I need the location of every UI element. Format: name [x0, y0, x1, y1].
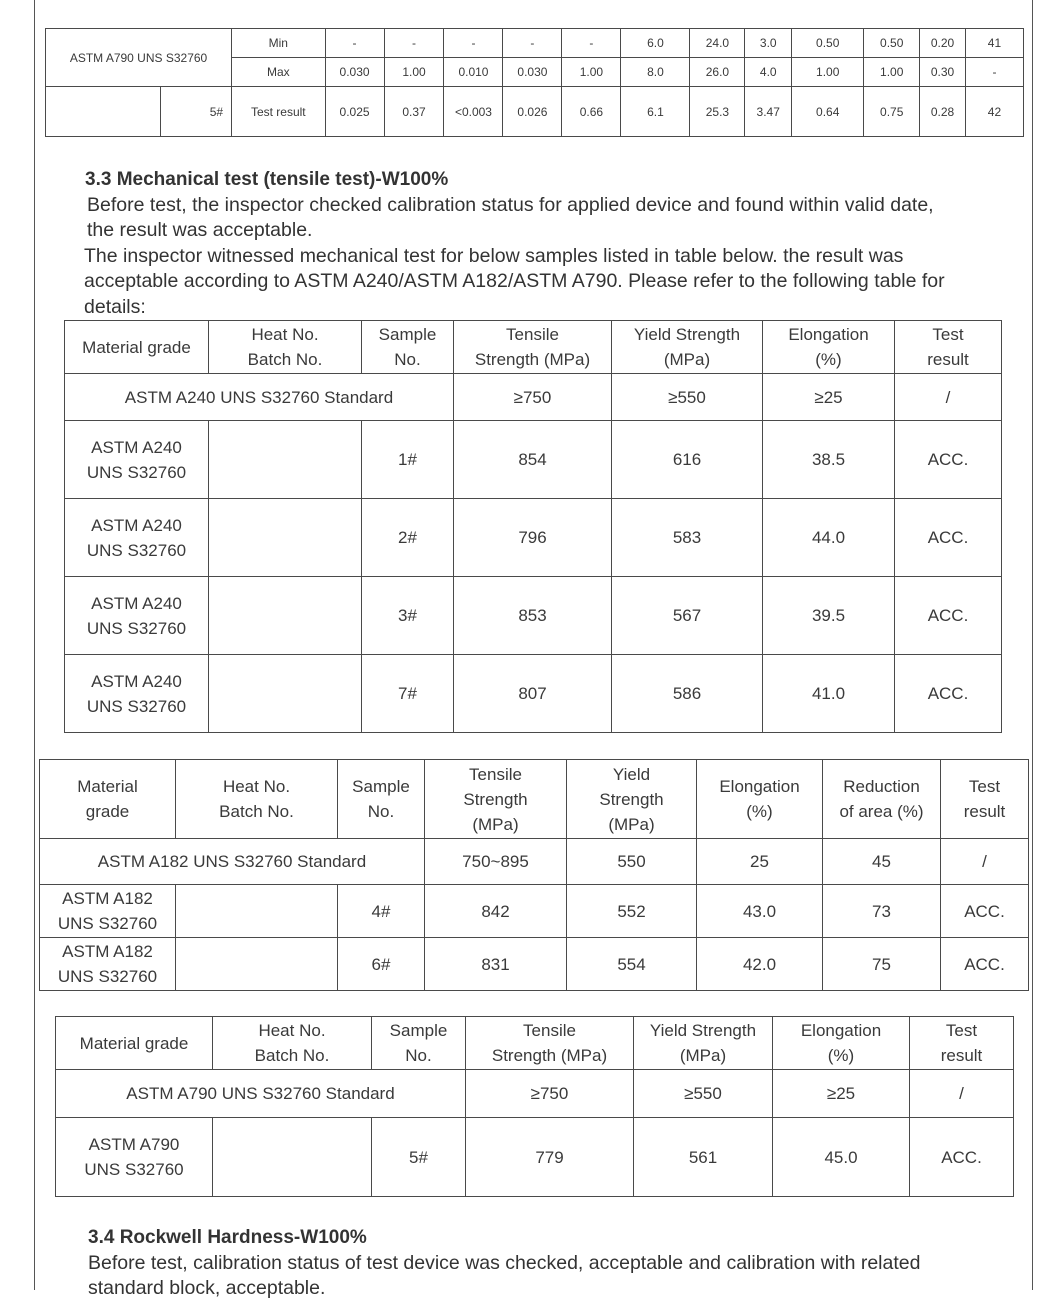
chem-cell: <0.003	[444, 87, 503, 137]
table-row	[65, 655, 1002, 733]
chem-cell: -	[562, 29, 621, 58]
material-grade-cell: ASTM A182 UNS S32760	[40, 885, 176, 938]
heat-no-cell	[209, 499, 362, 577]
result-cell: ACC.	[941, 885, 1029, 938]
standard-yield: ≥550	[612, 374, 763, 421]
elongation-cell: 45.0	[773, 1118, 910, 1197]
table-row	[40, 938, 1029, 991]
chem-sample-no: 5#	[160, 87, 231, 137]
header-tensile: Tensile Strength (MPa)	[466, 1017, 634, 1070]
chem-cell: 26.0	[690, 58, 745, 87]
header-yield: Yield Strength (MPa)	[567, 760, 697, 839]
chem-cell: 0.50	[864, 29, 920, 58]
standard-row	[40, 839, 1029, 885]
heat-no-cell	[209, 421, 362, 499]
reduction-cell: 73	[823, 885, 941, 938]
tensile-table-a240	[64, 320, 1002, 733]
heat-no-cell	[209, 655, 362, 733]
header-elongation: Elongation (%)	[763, 321, 895, 374]
header-sample-no: Sample No.	[372, 1017, 466, 1070]
chemical-composition-table	[45, 28, 1024, 137]
standard-row	[65, 374, 1002, 421]
header-yield: Yield Strength (MPa)	[634, 1017, 773, 1070]
header-test-result: Test result	[910, 1017, 1014, 1070]
heat-no-cell	[176, 885, 338, 938]
standard-result: /	[910, 1070, 1014, 1118]
chem-row-min	[46, 29, 1024, 58]
sample-no-cell: 7#	[362, 655, 454, 733]
tensile-cell: 853	[454, 577, 612, 655]
chem-cell: 1.00	[792, 58, 864, 87]
section-3-3-para1-line1: Before test, the inspector checked calibration status for applied device and found within valid date,	[87, 194, 934, 216]
chem-cell: 1.00	[562, 58, 621, 87]
table-row	[65, 421, 1002, 499]
elongation-cell: 41.0	[763, 655, 895, 733]
chem-cell: 0.026	[503, 87, 562, 137]
chem-cell: -	[965, 58, 1023, 87]
tensile-table-a182	[39, 759, 1029, 991]
yield-cell: 561	[634, 1118, 773, 1197]
heat-no-cell	[176, 938, 338, 991]
elongation-cell: 38.5	[763, 421, 895, 499]
table-row	[65, 499, 1002, 577]
section-3-3-para2-line1: The inspector witnessed mechanical test for below samples listed in table below. the result was	[84, 245, 904, 267]
chem-cell: -	[384, 29, 444, 58]
heat-no-cell	[213, 1118, 372, 1197]
sample-no-cell: 5#	[372, 1118, 466, 1197]
standard-tensile: 750~895	[425, 839, 567, 885]
standard-elongation: ≥25	[763, 374, 895, 421]
elongation-cell: 42.0	[697, 938, 823, 991]
chem-cell: 1.00	[384, 58, 444, 87]
standard-result: /	[895, 374, 1002, 421]
chem-cell: 0.010	[444, 58, 503, 87]
reduction-cell: 75	[823, 938, 941, 991]
header-material-grade: Material grade	[56, 1017, 213, 1070]
chem-cell: 0.030	[325, 58, 384, 87]
chem-cell: 3.47	[745, 87, 792, 137]
section-3-4-title: 3.4 Rockwell Hardness-W100%	[88, 1227, 367, 1248]
chem-cell: 0.30	[920, 58, 966, 87]
chem-row-label: Test result	[232, 87, 326, 137]
header-test-result: Test result	[895, 321, 1002, 374]
standard-tensile: ≥750	[454, 374, 612, 421]
chem-row-label: Max	[232, 58, 326, 87]
chem-cell: 42	[965, 87, 1023, 137]
chem-cell: 0.20	[920, 29, 966, 58]
standard-label: ASTM A182 UNS S32760 Standard	[40, 839, 425, 885]
tensile-cell: 842	[425, 885, 567, 938]
result-cell: ACC.	[941, 938, 1029, 991]
yield-cell: 616	[612, 421, 763, 499]
page-frame-left	[34, 0, 35, 1290]
sample-no-cell: 4#	[338, 885, 425, 938]
sample-no-cell: 1#	[362, 421, 454, 499]
header-yield: Yield Strength (MPa)	[612, 321, 763, 374]
standard-yield: ≥550	[634, 1070, 773, 1118]
header-heat-no: Heat No. Batch No.	[213, 1017, 372, 1070]
chem-cell: -	[325, 29, 384, 58]
material-grade-cell: ASTM A240 UNS S32760	[65, 655, 209, 733]
table-row	[40, 885, 1029, 938]
elongation-cell: 39.5	[763, 577, 895, 655]
chem-cell: 0.37	[384, 87, 444, 137]
tensile-cell: 779	[466, 1118, 634, 1197]
header-material-grade: Material grade	[65, 321, 209, 374]
tensile-cell: 807	[454, 655, 612, 733]
result-cell: ACC.	[895, 577, 1002, 655]
page-frame-right	[1032, 0, 1033, 1290]
standard-elongation: 25	[697, 839, 823, 885]
chem-cell: 3.0	[745, 29, 792, 58]
chem-cell: 0.66	[562, 87, 621, 137]
section-3-3-title: 3.3 Mechanical test (tensile test)-W100%	[85, 169, 449, 190]
chem-grade-cell	[46, 29, 232, 87]
tensile-cell: 831	[425, 938, 567, 991]
chem-cell: 41	[965, 29, 1023, 58]
standard-elongation: ≥25	[773, 1070, 910, 1118]
chem-grade: ASTM A790 UNS S32760	[69, 50, 208, 65]
chem-row-test-result	[46, 87, 1024, 137]
header-sample-no: Sample No.	[362, 321, 454, 374]
header-test-result: Test result	[941, 760, 1029, 839]
sample-no-cell: 2#	[362, 499, 454, 577]
standard-label: ASTM A790 UNS S32760 Standard	[56, 1070, 466, 1118]
material-grade-cell: ASTM A240 UNS S32760	[65, 577, 209, 655]
chem-cell: 6.1	[621, 87, 690, 137]
header-reduction: Reduction of area (%)	[823, 760, 941, 839]
result-cell: ACC.	[895, 499, 1002, 577]
material-grade-cell: ASTM A790 UNS S32760	[56, 1118, 213, 1197]
tensile-cell: 796	[454, 499, 612, 577]
material-grade-cell: ASTM A182 UNS S32760	[40, 938, 176, 991]
chem-cell: 0.025	[325, 87, 384, 137]
chem-cell: 0.75	[864, 87, 920, 137]
chem-cell: 4.0	[745, 58, 792, 87]
chem-cell: 0.28	[920, 87, 966, 137]
chem-cell: 0.030	[503, 58, 562, 87]
yield-cell: 586	[612, 655, 763, 733]
sample-no-cell: 6#	[338, 938, 425, 991]
table-row	[65, 577, 1002, 655]
standard-label: ASTM A240 UNS S32760 Standard	[65, 374, 454, 421]
chem-cell: 6.0	[621, 29, 690, 58]
section-3-3-para1-line2: the result was acceptable.	[87, 219, 313, 241]
section-3-3-para2-line2: acceptable according to ASTM A240/ASTM A182/ASTM A790. Please refer to the following table for	[84, 270, 945, 292]
header-sample-no: Sample No.	[338, 760, 425, 839]
header-heat-no: Heat No. Batch No.	[176, 760, 338, 839]
result-cell: ACC.	[910, 1118, 1014, 1197]
chem-cell: 0.50	[792, 29, 864, 58]
header-heat-no: Heat No. Batch No.	[209, 321, 362, 374]
header-tensile: Tensile Strength (MPa)	[454, 321, 612, 374]
tensile-table-a790	[55, 1016, 1014, 1197]
standard-yield: 550	[567, 839, 697, 885]
header-elongation: Elongation (%)	[773, 1017, 910, 1070]
header-elongation: Elongation (%)	[697, 760, 823, 839]
standard-reduction: 45	[823, 839, 941, 885]
material-grade-cell: ASTM A240 UNS S32760	[65, 421, 209, 499]
yield-cell: 567	[612, 577, 763, 655]
section-3-4-para-line2: standard block, acceptable.	[88, 1277, 326, 1299]
yield-cell: 554	[567, 938, 697, 991]
chem-cell: -	[503, 29, 562, 58]
chem-row-label: Min	[232, 29, 326, 58]
header-tensile: Tensile Strength (MPa)	[425, 760, 567, 839]
material-grade-cell: ASTM A240 UNS S32760	[65, 499, 209, 577]
standard-tensile: ≥750	[466, 1070, 634, 1118]
header-material-grade: Material grade	[40, 760, 176, 839]
elongation-cell: 43.0	[697, 885, 823, 938]
table-header-row	[40, 760, 1029, 839]
chem-cell: 24.0	[690, 29, 745, 58]
chem-cell: 1.00	[864, 58, 920, 87]
result-cell: ACC.	[895, 655, 1002, 733]
elongation-cell: 44.0	[763, 499, 895, 577]
standard-row	[56, 1070, 1014, 1118]
chem-cell: 25.3	[690, 87, 745, 137]
chem-cell: -	[444, 29, 503, 58]
heat-no-cell	[209, 577, 362, 655]
chem-cell: 0.64	[792, 87, 864, 137]
section-3-4-para-line1: Before test, calibration status of test device was checked, acceptable and calibration with related	[88, 1252, 921, 1274]
chem-blank-cell	[46, 87, 161, 137]
standard-result: /	[941, 839, 1029, 885]
result-cell: ACC.	[895, 421, 1002, 499]
sample-no-cell: 3#	[362, 577, 454, 655]
tensile-cell: 854	[454, 421, 612, 499]
yield-cell: 552	[567, 885, 697, 938]
table-header-row	[65, 321, 1002, 374]
yield-cell: 583	[612, 499, 763, 577]
table-header-row	[56, 1017, 1014, 1070]
chem-cell: 8.0	[621, 58, 690, 87]
table-row	[56, 1118, 1014, 1197]
section-3-3-para2-line3: details:	[84, 296, 146, 318]
